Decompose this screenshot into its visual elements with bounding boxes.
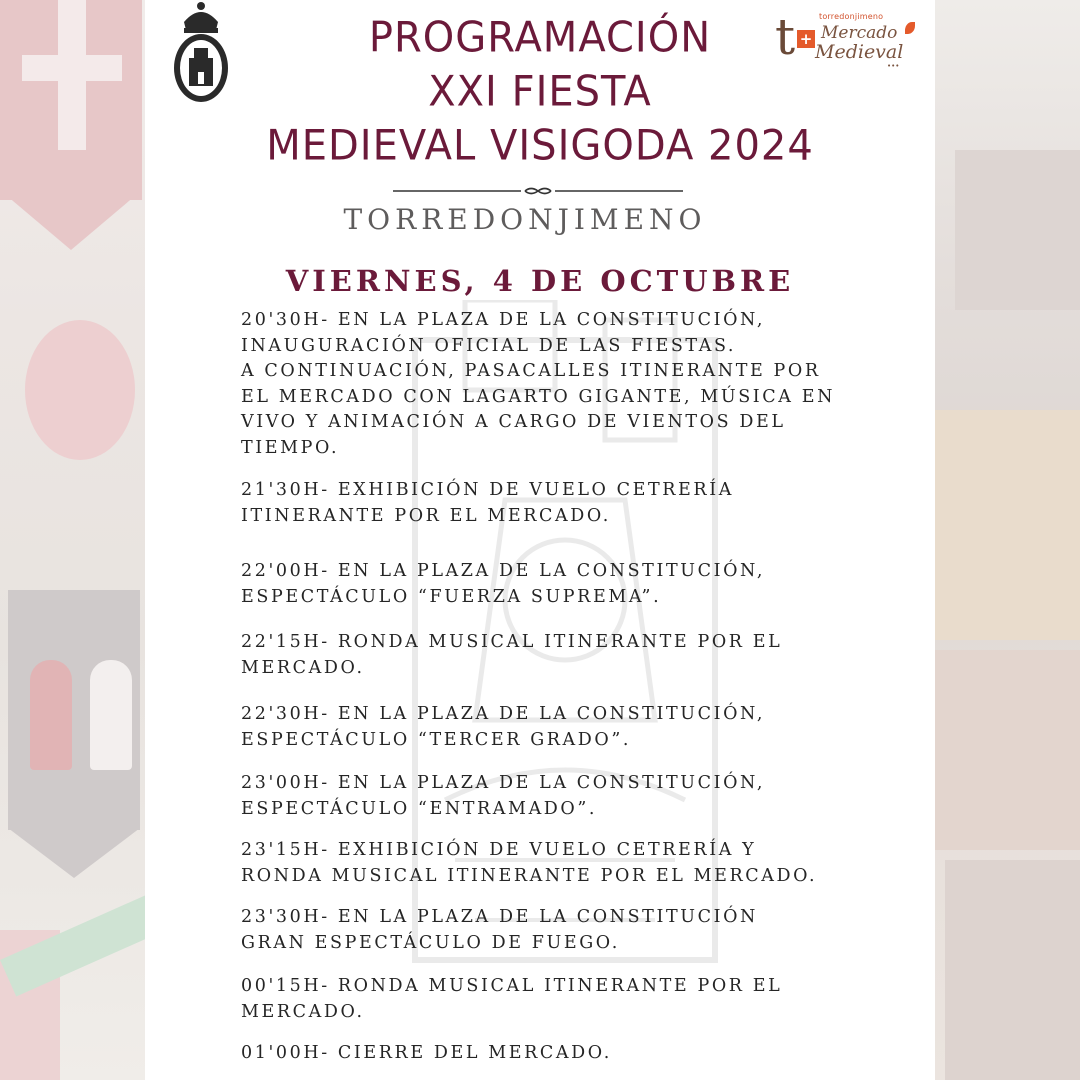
event-item: [241, 702, 901, 753]
knight-figure-red: [30, 660, 72, 770]
event-line: EL MERCADO CON LAGARTO GIGANTE, MÚSICA EN: [241, 386, 835, 407]
poster-title: [145, 11, 935, 173]
t-logo-mark: t: [775, 8, 796, 66]
event-line: 22'30H- EN LA PLAZA DE LA CONSTITUCIÓN,: [241, 704, 765, 724]
event-line: 01'00H- CIERRE DEL MERCADO.: [241, 1043, 612, 1063]
event-line: VIVO Y ANIMACIÓN A CARGO DE VIENTOS DEL: [241, 412, 786, 432]
event-line: 22'15H- RONDA MUSICAL ITINERANTE POR EL: [241, 632, 783, 652]
background-left-panel: [0, 0, 145, 1080]
title-line-2: XXI FIESTA: [428, 68, 652, 116]
logo-line1: Mercado: [821, 23, 898, 43]
event-line: RONDA MUSICAL ITINERANTE POR EL MERCADO.: [241, 865, 818, 886]
title-line-1: PROGRAMACIÓN: [368, 14, 712, 62]
event-line: 22'00H- EN LA PLAZA DE LA CONSTITUCIÓN,: [241, 561, 765, 581]
event-line: ITINERANTE POR EL MERCADO.: [241, 505, 611, 526]
event-item: [241, 838, 901, 889]
event-item: [241, 771, 901, 822]
event-line: MERCADO.: [241, 1001, 365, 1022]
event-line: MERCADO.: [241, 657, 365, 678]
event-item: [241, 478, 901, 529]
event-line: 23'15H- EXHIBICIÓN DE VUELO CETRERÍA Y: [241, 840, 757, 860]
red-cross-banner: [0, 0, 142, 200]
event-line: INAUGURACIÓN OFICIAL DE LAS FIESTAS.: [241, 335, 737, 356]
event-line: 23'30H- EN LA PLAZA DE LA CONSTITUCIÓN: [241, 907, 758, 927]
event-item: [241, 559, 901, 610]
event-line: ESPECTÁCULO “TERCER GRADO”.: [241, 729, 632, 750]
event-line: ESPECTÁCULO “ENTRAMADO”.: [241, 798, 598, 819]
event-line: TIEMPO.: [241, 437, 340, 458]
title-line-3: MEDIEVAL VISIGODA 2024: [266, 122, 814, 170]
event-line: 00'15H- RONDA MUSICAL ITINERANTE POR EL: [241, 976, 783, 996]
plus-badge-icon: +: [797, 30, 815, 48]
event-line: 20'30H- EN LA PLAZA DE LA CONSTITUCIÓN,: [241, 310, 765, 330]
event-line: GRAN ESPECTÁCULO DE FUEGO.: [241, 932, 620, 953]
event-line: 23'00H- EN LA PLAZA DE LA CONSTITUCIÓN,: [241, 773, 765, 793]
event-item: [241, 308, 901, 461]
ornament-divider: [393, 186, 683, 196]
event-line: A CONTINUACIÓN, PASACALLES ITINERANTE POR: [241, 361, 821, 381]
program-poster: [145, 0, 935, 1080]
logo-town-text: torredonjimeno: [819, 12, 884, 21]
event-item: [241, 1041, 901, 1067]
town-name: TORREDONJIMENO: [343, 203, 707, 236]
event-item: [241, 905, 901, 956]
red-emblem: [25, 320, 135, 460]
event-item: [241, 630, 901, 681]
event-line: ESPECTÁCULO “FUERZA SUPREMA”.: [241, 586, 662, 607]
knight-figure-white: [90, 660, 132, 770]
background-right-panel: [935, 0, 1080, 1080]
logo-line2: Medieval: [815, 41, 904, 63]
event-line: 21'30H- EXHIBICIÓN DE VUELO CETRERÍA: [241, 480, 734, 500]
day-heading: VIERNES, 4 DE OCTUBRE: [285, 264, 795, 298]
dots-ornament: •••: [887, 62, 900, 70]
event-item: [241, 974, 901, 1025]
